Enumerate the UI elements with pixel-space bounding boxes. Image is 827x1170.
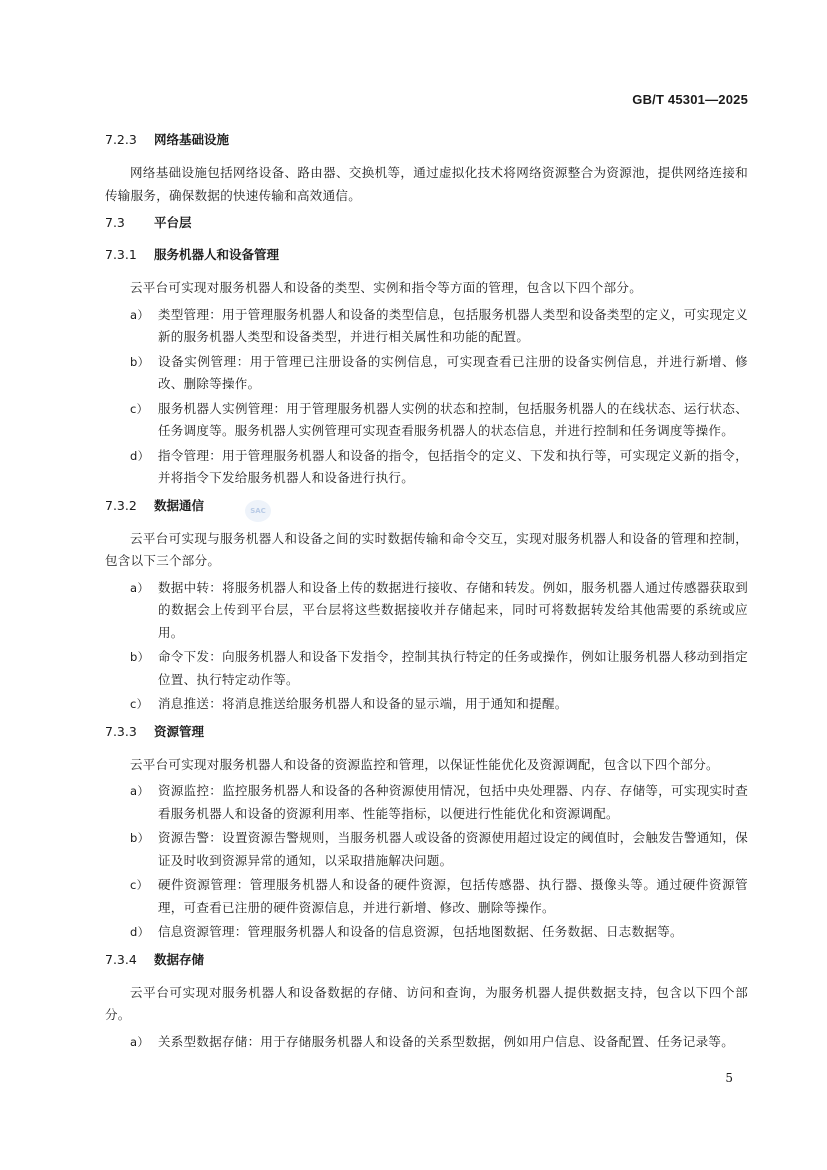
list-item [105, 577, 748, 645]
list-marker: a） [130, 1034, 150, 1049]
list-item [105, 693, 748, 716]
list-item-text: 信息资源管理：管理服务机器人和设备的信息资源，包括地图数据、任务数据、日志数据等。 [158, 924, 683, 939]
list-item [105, 1031, 748, 1054]
list-marker: c） [130, 697, 149, 711]
list-marker: a） [130, 580, 150, 595]
section-heading-7-3-2 [105, 496, 748, 516]
paragraph: 网络基础设施包括网络设备、路由器、交换机等，通过虚拟化技术将网络资源整合为资源池，提供网络连接和传输服务，确保数据的快速传输和高效通信。 [105, 165, 748, 203]
section-heading-7-3-1 [105, 245, 748, 265]
section-number: 7.3.1 [105, 247, 137, 262]
list-item-text: 数据中转：将服务机器人和设备上传的数据进行接收、存储和转发。例如，服务机器人通过传感器获取到的数据会上传到平台层，平台层将这些数据接收并存储起来，同时可将数据转发给其他需要的系统或应用。 [158, 579, 748, 640]
list-item-text: 资源告警：设置资源告警规则，当服务机器人或设备的资源使用超过设定的阈值时，会触发告警通知，保证及时收到资源异常的通知，以采取措施解决问题。 [158, 830, 748, 868]
list-item [105, 351, 748, 396]
paragraph: 云平台可实现与服务机器人和设备之间的实时数据传输和命令交互，实现对服务机器人和设备的管理和控制，包含以下三个部分。 [105, 530, 748, 568]
section-number: 7.2.3 [105, 132, 137, 147]
list-item [105, 445, 748, 490]
list-marker: b） [130, 354, 150, 369]
section-heading-7-2-3 [105, 130, 748, 150]
list-item-text: 类型管理：用于管理服务机器人和设备的类型信息，包括服务机器人类型和设备类型的定义，可实现定义新的服务机器人类型和设备类型，并进行相关属性和功能的配置。 [158, 306, 748, 344]
list-marker: d） [130, 925, 150, 939]
paragraph: 云平台可实现对服务机器人和设备的资源监控和管理，以保证性能优化及资源调配，包含以下四个部分。 [130, 756, 719, 772]
section-number: 7.3 [105, 215, 125, 230]
list-item [105, 874, 748, 919]
section-title: 服务机器人和设备管理 [154, 247, 280, 262]
list-marker: c） [130, 878, 149, 892]
list-item-text: 关系型数据存储：用于存储服务机器人和设备的关系型数据，例如用户信息、设备配置、任务记录等。 [158, 1033, 735, 1049]
section-title: 平台层 [154, 215, 192, 230]
paragraph: 云平台可实现对服务机器人和设备的类型、实例和指令等方面的管理，包含以下四个部分。 [130, 280, 643, 295]
section-title: 网络基础设施 [154, 132, 230, 147]
paragraph: 云平台可实现对服务机器人和设备数据的存储、访问和查询，为服务机器人提供数据支持，包含以下四个部分。 [105, 984, 748, 1022]
section-title: 数据存储 [154, 951, 205, 967]
list-item-text: 消息推送：将消息推送给服务机器人和设备的显示端，用于通知和提醒。 [158, 696, 568, 711]
list-marker: c） [130, 401, 149, 416]
list-item [105, 921, 748, 944]
list-item-text: 指令管理：用于管理服务机器人和设备的指令，包括指令的定义、下发和执行等，可实现定义新的指令，并将指令下发给服务机器人和设备进行执行。 [158, 447, 748, 485]
document-body [105, 124, 748, 1055]
sac-watermark-logo: SAC [245, 500, 271, 522]
list-marker: a） [130, 784, 150, 798]
list-item-text: 设备实例管理：用于管理已注册设备的实例信息，可实现查看已注册的设备实例信息，并进行新增、修改、删除等操作。 [158, 353, 748, 391]
list-item [105, 398, 748, 443]
section-title: 资源管理 [154, 723, 205, 739]
page-number: 5 [725, 1071, 733, 1085]
section-number: 7.3.3 [105, 723, 137, 739]
section-heading-7-3-3 [105, 722, 748, 742]
section-heading-7-3-4 [105, 950, 748, 970]
list-item-text: 服务机器人实例管理：用于管理服务机器人实例的状态和控制，包括服务机器人的在线状态、运行状态、任务调度等。服务机器人实例管理可实现查看服务机器人的状态信息，并进行控制和任务调度等操作。 [158, 400, 748, 438]
list-marker: a） [130, 307, 150, 322]
list-marker: b） [130, 650, 150, 664]
list-item [105, 780, 748, 825]
list-item-text: 硬件资源管理：管理服务机器人和设备的硬件资源，包括传感器、执行器、摄像头等。通过硬件资源管理，可查看已注册的硬件资源信息，并进行新增、修改、删除等操作。 [158, 877, 748, 915]
list-item-text: 资源监控：监控服务机器人和设备的各种资源使用情况，包括中央处理器、内存、存储等，可实现实时查看服务机器人和设备的资源利用率、性能等指标，以便进行性能优化和资源调配。 [158, 783, 748, 821]
list-marker: d） [130, 448, 150, 463]
list-item [105, 827, 748, 872]
standard-number: GB/T 45301—2025 [632, 92, 748, 107]
list-item [105, 304, 748, 349]
section-title: 数据通信 [154, 497, 205, 513]
section-heading-7-3 [105, 213, 748, 233]
section-number: 7.3.2 [105, 497, 137, 513]
list-item-text: 命令下发：向服务机器人和设备下发指令，控制其执行特定的任务或操作，例如让服务机器人移动到指定位置、执行特定动作等。 [158, 649, 748, 687]
list-item [105, 646, 748, 691]
list-marker: b） [130, 831, 150, 845]
section-number: 7.3.4 [105, 951, 137, 967]
